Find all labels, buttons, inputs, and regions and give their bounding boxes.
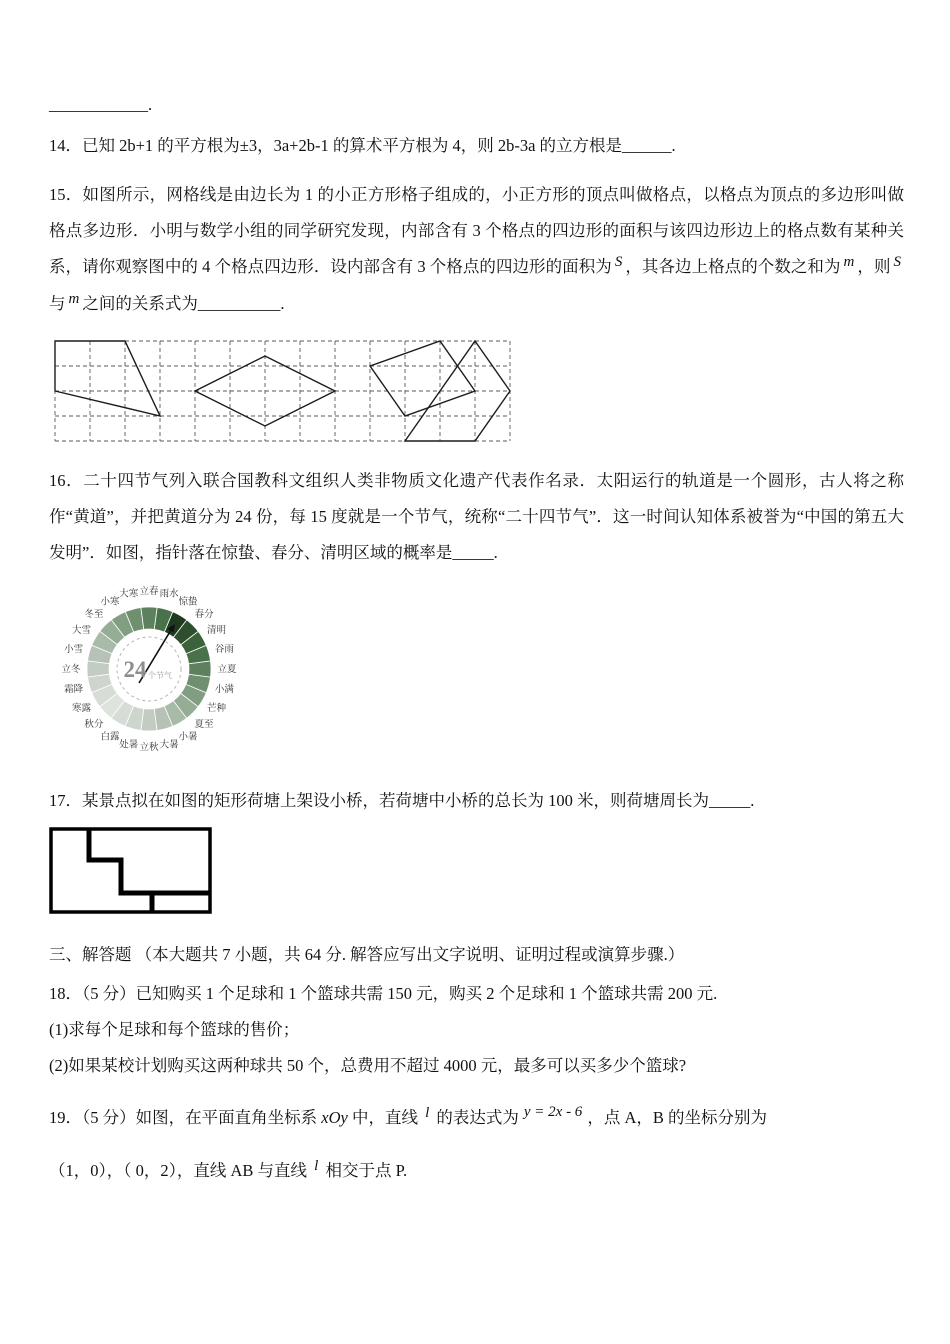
math-var-S-2: S [893, 254, 902, 270]
wheel-term-label: 惊蛰 [178, 597, 198, 608]
wheel-term-label: 处暑 [119, 740, 139, 751]
question-15-text-5: 之间的关系式为__________. [82, 294, 285, 313]
question-15-text-2: ，其各边上格点的个数之和为 [625, 257, 841, 276]
question-19-line-1 [49, 1092, 904, 1145]
math-var-m-2: m [68, 291, 80, 307]
math-var-xOy: xOy [321, 1108, 348, 1127]
wheel-term-label: 小满 [214, 685, 234, 696]
lattice-quad-1 [55, 341, 160, 416]
wheel-term-label: 立夏 [217, 665, 237, 675]
grid-figure [51, 339, 904, 450]
question-19-text-2: 中，直线 [347, 1108, 423, 1127]
question-18-intro: 18．（5 分）已知购买 1 个足球和 1 个篮球共需 150 元，购买 2 个足球和 1 个篮球共需 200 元. [49, 984, 718, 1003]
pond-figure-svg [49, 827, 213, 915]
wheel-term-label: 谷雨 [214, 644, 234, 655]
math-var-m-1: m [843, 254, 855, 270]
pond-border [51, 829, 210, 912]
question-17: 17．某景点拟在如图的矩形荷塘上架设小桥，若荷塘中小桥的总长为 100 米，则荷塘周长为_____. [49, 791, 755, 810]
question-19-text-3: 的表达式为 [432, 1108, 519, 1127]
wheel-center-number: 24 [123, 657, 147, 682]
wheel-term-label: 寒露 [71, 704, 91, 714]
wheel-term-label: 霜降 [64, 685, 84, 696]
wheel-term-label: 大雪 [71, 626, 91, 636]
lattice-quad-3 [370, 341, 475, 416]
question-19-line-2 [49, 1155, 904, 1188]
question-14: 14．已知 2b+1 的平方根为±3，3a+2b-1 的算术平方根为 4，则 2b-3a 的立方根是______. [49, 136, 676, 155]
wheel-term-label: 清明 [207, 626, 227, 636]
section-3-heading: 三、解答题 （本大题共 7 小题，共 64 分. 解答应写出文字说明、证明过程或演算步骤.） [49, 945, 685, 964]
wheel-term-label: 春分 [194, 609, 214, 620]
wheel-term-label: 小寒 [100, 597, 120, 608]
wheel-term-label: 立秋 [139, 743, 159, 753]
solar-terms-figure [49, 577, 904, 770]
question-18-part-1: (1)求每个足球和每个篮球的售价； [49, 1020, 300, 1039]
question-15 [49, 177, 904, 323]
question-15-text-4: 与 [49, 294, 66, 313]
wheel-term-label: 立冬 [61, 665, 81, 675]
answer-blank-top: ____________. [49, 95, 153, 114]
question-18-part-2: (2)如果某校计划购买这两种球共 50 个，总费用不超过 4000 元，最多可以买多少个篮球? [49, 1056, 687, 1075]
math-var-S-1: S [614, 254, 623, 270]
wheel-term-label: 夏至 [194, 720, 214, 731]
question-19-text-4: ，点 A，B 的坐标分别为 [587, 1108, 767, 1127]
wheel-segment-1 [141, 607, 157, 629]
math-equation-line-l: y = 2x - 6 [523, 1104, 583, 1120]
wheel-term-label: 秋分 [84, 720, 104, 731]
question-19-text-6: 相交于点 P. [321, 1161, 408, 1180]
solar-terms-wheel [49, 577, 259, 765]
wheel-term-label: 大暑 [159, 740, 179, 751]
wheel-term-label: 立春 [139, 587, 159, 597]
pond-figure [49, 827, 904, 920]
wheel-term-label: 雨水 [159, 589, 179, 600]
wheel-term-label: 白露 [100, 732, 120, 743]
math-var-l-2: l [314, 1158, 319, 1174]
wheel-term-label: 小暑 [178, 732, 198, 743]
question-19-text-1: 19．（5 分）如图，在平面直角坐标系 [49, 1108, 322, 1127]
grid-figure-svg [51, 339, 514, 445]
question-19-text-5: （1，0），（ 0，2），直线 AB 与直线 [49, 1161, 312, 1180]
wheel-term-label: 小雪 [64, 644, 84, 655]
wheel-term-label: 大寒 [119, 589, 139, 600]
wheel-center-label: 个节气 [148, 671, 172, 680]
pond-bridges [89, 829, 210, 912]
question-15-text-1: 15．如图所示，网格线是由边长为 1 的小正方形格子组成的，小正方形的顶点叫做格点，以格点为顶点的多边形叫做格点多边形．小明与数学小组的同学研究发现，内部含有 3 个格点的四边形的面积与该四边形边上的格点数有某种关系，请你观察图中的 4 个格点四边形．设内部含有 3 个格点的四边形的面积为 [49, 185, 904, 276]
question-16: 16．二十四节气列入联合国教科文组织人类非物质文化遗产代表作名录．太阳运行的轨道是一个圆形，古人将之称作“黄道”，并把黄道分为 24 份，每 15 度就是一个节气，统称“二十四节气”．这一时间认知体系被誉为“中国的第五大发明”．如图，指针落在惊蛰、春分、清明区域的概率是_____. [49, 471, 904, 562]
question-15-text-3: ，则 [857, 257, 891, 276]
math-var-l-1: l [425, 1105, 430, 1121]
wheel-term-label: 冬至 [84, 609, 104, 620]
wheel-term-label: 芒种 [207, 704, 227, 714]
grid-dashed-lines [55, 341, 510, 441]
